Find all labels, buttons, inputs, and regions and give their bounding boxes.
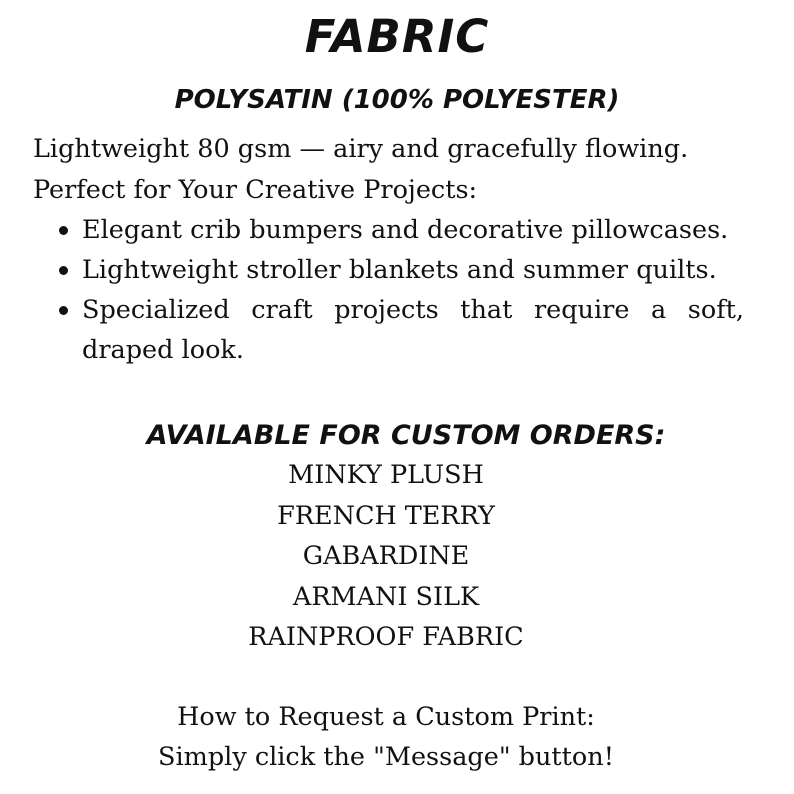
list-item-text: Specialized craft projects that require a soft, [82,295,744,325]
creative-projects-intro: Perfect for Your Creative Projects: [33,175,478,205]
request-heading: How to Request a Custom Print: [177,702,595,732]
bullet-icon [59,306,68,315]
list-item-text: Elegant crib bumpers and decorative pillowcases. [82,215,729,245]
list-item-text: Lightweight stroller blankets and summer quilts. [82,255,717,285]
list-item: FRENCH TERRY [277,500,495,531]
custom-fabrics-list [0,455,772,658]
custom-orders-heading: AVAILABLE FOR CUSTOM ORDERS: [146,420,666,451]
request-instruction-text: Simply click the "Message" button! [158,742,614,772]
bullet-icon [59,266,68,275]
uses-list [0,210,794,370]
bullet-icon [59,226,68,235]
fabric-type-subtitle: POLYSATIN (100% POLYESTER) [174,85,620,115]
request-instructions [0,697,772,777]
list-item: GABARDINE [302,541,470,571]
list-item [0,210,744,250]
list-item [0,250,744,290]
list-item: MINKY PLUSH [288,460,484,490]
list-item-text-continued: draped look. [82,335,244,365]
list-item: ARMANI SILK [292,581,480,612]
list-item [0,290,744,370]
fabric-weight-description: Lightweight 80 gsm — airy and gracefully flowing. [33,134,689,164]
list-item: RAINPROOF FABRIC [248,622,524,652]
page-title: FABRIC [304,10,490,63]
